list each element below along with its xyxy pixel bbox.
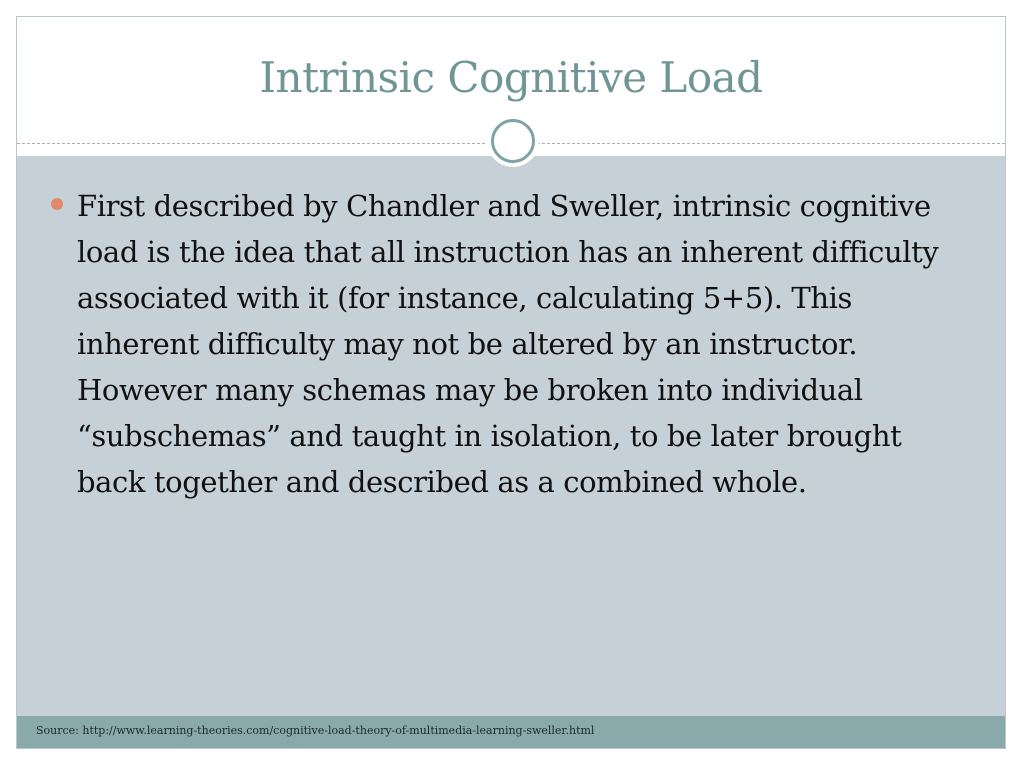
bullet-item bbox=[51, 183, 971, 505]
circle-ring-icon bbox=[487, 115, 539, 167]
bullet-text: First described by Chandler and Sweller, intrinsic cognitive load is the idea that all instruction has an inherent difficulty associated with it (for instance, calculating 5+5). This inherent difficulty may not be altered by an instructor. However many schemas may be broken into individual “subschemas” and taught in isolation, to be later brought back together and described as a combined whole. bbox=[77, 189, 939, 499]
footer-source: Source: http://www.learning-theories.com/cognitive-load-theory-of-multimedia-learning-sweller.html bbox=[36, 724, 595, 737]
slide bbox=[16, 16, 1006, 749]
slide-title: Intrinsic Cognitive Load bbox=[259, 53, 763, 102]
bullet-list bbox=[51, 183, 971, 505]
circle-ring-inner bbox=[491, 119, 535, 163]
footer-bar bbox=[17, 716, 1005, 749]
bullet-dot-icon bbox=[51, 198, 63, 210]
